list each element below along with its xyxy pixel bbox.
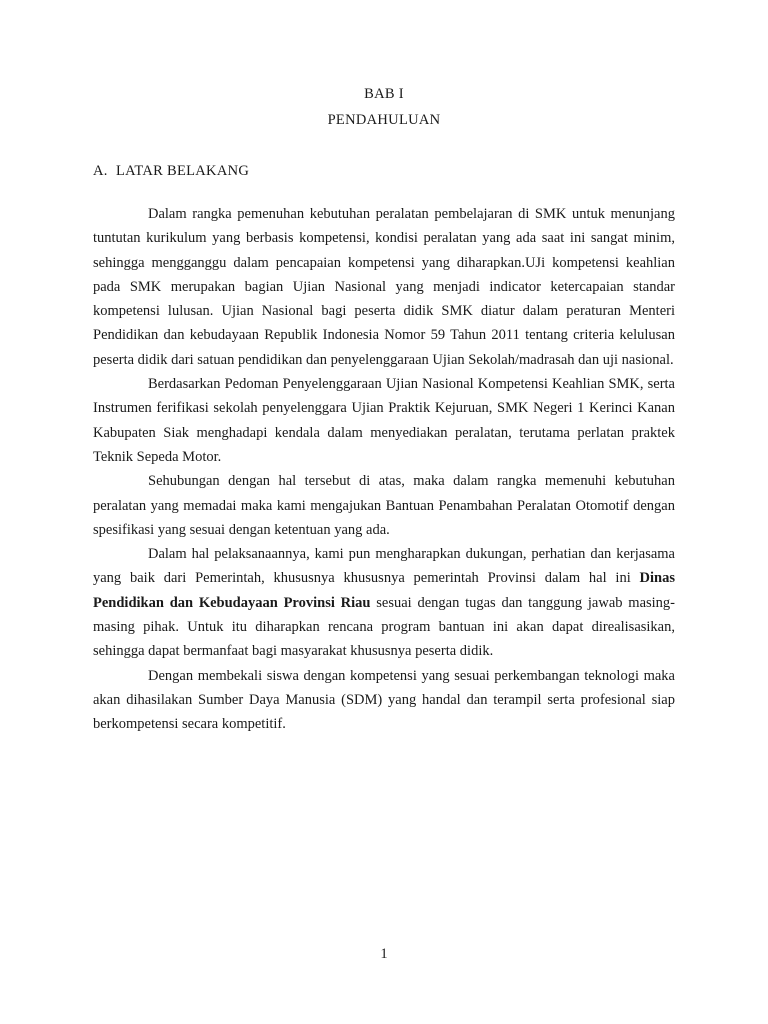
paragraph-3: Sehubungan dengan hal tersebut di atas, maka dalam rangka memenuhi kebutuhan peralatan yang memadai maka kami mengajukan Bantuan Penambahan Peralatan Otomotif dengan spesifikasi yang sesuai dengan ketentuan yang ada. [93, 473, 675, 538]
chapter-number: BAB I [364, 86, 404, 102]
section-letter: A. [93, 163, 108, 179]
paragraph-1: Dalam rangka pemenuhan kebutuhan peralatan pembelajaran di SMK untuk menunjang tuntutan kurikulum yang berbasis kompetensi, kondisi peralatan yang ada saat ini sangat minim, sehingga mengganggu dalam pencapaian kompetensi yang diharapkan.UJi kompetensi keahlian pada SMK merupakan bagian Ujian Nasional yang menjadi indicator ketercapaian standar kompetensi lulusan. Ujian Nasional bagi peserta didik SMK diatur dalam peraturan Menteri Pendidikan dan kebudayaan Republik Indonesia Nomor 59 Tahun 2011 tentang criteria kelulusan peserta didik dari satuan pendidikan dan penyelenggaraan Ujian Sekolah/madrasah dan uji nasional. [93, 206, 675, 368]
paragraph-4 [93, 542, 675, 663]
paragraph-5: Dengan membekali siswa dengan kompetensi yang sesuai perkembangan teknologi maka akan dihasilakan Sumber Daya Manusia (SDM) yang handal dan terampil serta profesional siap berkompetensi secara kompetitif. [93, 667, 675, 733]
page-number: 1 [380, 946, 388, 962]
paragraph-4-text-before: Dalam hal pelaksanaannya, kami pun mengharapkan dukungan, perhatian dan kerjasama yang baik dari Pemerintah, khususnya khususnya pemerintah Provinsi dalam hal ini [93, 546, 675, 587]
section-title: LATAR BELAKANG [116, 163, 250, 179]
section-heading [93, 163, 249, 180]
body-text [93, 202, 675, 737]
paragraph-4-text-after: sesuai dengan tugas dan tanggung jawab masing-masing pihak. Untuk itu diharapkan rencana program bantuan ini akan dapat direalisasikan, sehingga dapat bermanfaat bagi masyarakat khususnya peserta didik. [93, 594, 675, 660]
chapter-title: PENDAHULUAN [327, 112, 441, 128]
paragraph-4-bold-agency: Dinas Pendidikan dan Kebudayaan Provinsi Riau [93, 570, 675, 611]
paragraph-2: Berdasarkan Pedoman Penyelenggaraan Ujian Nasional Kompetensi Keahlian SMK, serta Instrumen ferifikasi sekolah penyelenggara Ujian Praktik Kejuruan, SMK Negeri 1 Kerinci Kanan Kabupaten Siak menghadapi kendala dalam menyediakan peralatan, terutama perlatan praktek Teknik Sepeda Motor. [93, 376, 675, 465]
